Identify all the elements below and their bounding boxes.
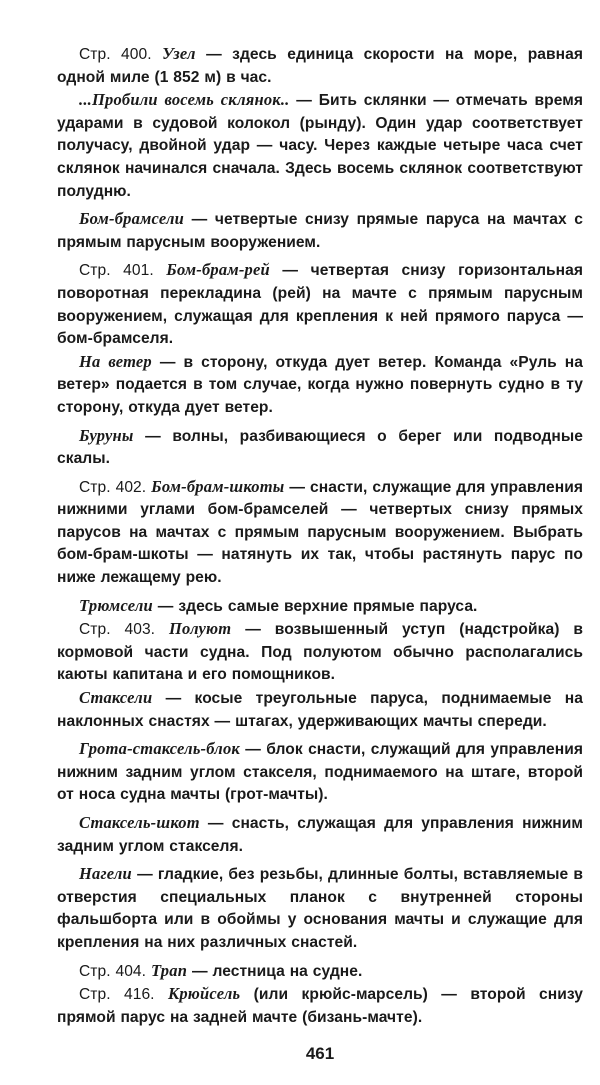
glossary-entry [57, 259, 583, 350]
glossary-entry [57, 351, 583, 420]
glossary-entry [57, 738, 583, 807]
glossary-entry [57, 425, 583, 471]
glossary-definition: — здесь самые верхние прямые паруса. [152, 597, 478, 615]
glossary-entry [57, 960, 583, 984]
glossary-entry [57, 476, 583, 590]
glossary-definition: — гладкие, без резьбы, длинные болты, вставляемые в отверстия специальных планок с внутренней стороны фальшборта или в обоймы у основания мачты и служащие для крепления на них различных снастей. [57, 866, 583, 951]
glossary-term: Бом-брам-шкоты [151, 476, 285, 496]
glossary-definition: — четвертые снизу прямые паруса на мачтах с прямым парусным вооружением. [57, 211, 583, 251]
glossary-term: Буруны [79, 425, 134, 445]
page-reference: Стр. 402. [79, 478, 147, 496]
glossary-term: Узел [162, 44, 196, 63]
glossary-term: Крюйсель [167, 984, 241, 1004]
glossary-entry [57, 983, 583, 1029]
glossary-term: Полуют [169, 619, 232, 639]
glossary-term: Стаксели [79, 688, 153, 708]
glossary-term: Стаксель-шкот [79, 813, 200, 832]
page-reference: Стр. 404. [79, 962, 147, 980]
glossary-entry [57, 618, 583, 687]
glossary-definition: — возвышенный уступ (надстройка) в кормовой части судна. Под полуютом обычно располагались каюты капитана и его помощников. [57, 621, 583, 684]
glossary-definition: — здесь единица скорости на море, равная одной миле (1 852 м) в час. [57, 46, 584, 86]
page-reference: Стр. 400. [79, 46, 152, 63]
page-number: 461 [305, 1044, 335, 1064]
glossary-entry [57, 687, 583, 733]
glossary-definition: — волны, разбивающиеся о берег или подводные скалы. [57, 427, 583, 468]
glossary-entry [57, 595, 583, 619]
glossary-term: Трюмсели [79, 595, 153, 615]
glossary-definition: — лестница на судне. [187, 962, 363, 980]
glossary-definition: — блок снасти, служащий для управления нижним задним углом стакселя, поднимаемого на штаге, второй от носа судна мачты (грот-мачты). [57, 741, 583, 804]
glossary-term: Бом-брам-рей [166, 260, 270, 280]
glossary-entry [57, 43, 583, 89]
glossary-definition: — снасть, служащая для управления нижним задним углом стакселя. [57, 815, 583, 855]
glossary-entry [57, 812, 583, 858]
glossary-entry [57, 208, 583, 254]
glossary-term: Трап [150, 960, 188, 980]
glossary-term: Грота-стаксель-блок [79, 739, 240, 759]
glossary-definition: — снасти, служащие для управления нижними углами бом-брамселей — четвертых снизу прямых парусов на мачтах с прямым парусным вооружением. Выбрать бом-брам-шкоты — натянуть их так, чтобы растянуть парус по ниже лежащему рею. [57, 478, 583, 587]
document-body [57, 43, 583, 1029]
glossary-entry [57, 863, 583, 954]
page-reference: Стр. 401. [79, 262, 154, 280]
glossary-definition: — косые треугольные паруса, поднимаемые на наклонных снастях — штагах, удерживающих мачты спереди. [57, 690, 583, 730]
glossary-term: Нагели [79, 864, 132, 884]
glossary-definition: — в сторону, откуда дует ветер. Команда «Руль на ветер» подается в том случае, когда нужно повернуть судно в ту сторону, откуда дует ветер. [57, 353, 583, 416]
glossary-term: На ветер [79, 351, 152, 371]
glossary-entry [57, 89, 583, 203]
glossary-definition: — четвертая снизу горизонтальная поворотная перекладина (рей) на мачте с прямым парусным вооружением, служащая для крепления к ней прямого паруса — бом-брамселя. [57, 262, 584, 348]
glossary-definition: (или крюйс-марсель) — второй снизу прямой парус на задней мачте (бизань-мачте). [57, 986, 583, 1026]
glossary-term: Бом-брамсели [79, 209, 185, 229]
glossary-definition: — Бить склянки — отмечать время ударами в судовой колокол (рынду). Один удар соответствует получасу, двойной удар — часу. Через каждые четыре часа счет склянок начинался сначала. Здесь восемь склянок соответствуют полудню. [57, 92, 583, 200]
glossary-term: ...Пробили восемь склянок.. [79, 90, 290, 110]
page-reference: Стр. 416. [79, 986, 155, 1004]
page-reference: Стр. 403. [79, 621, 156, 639]
